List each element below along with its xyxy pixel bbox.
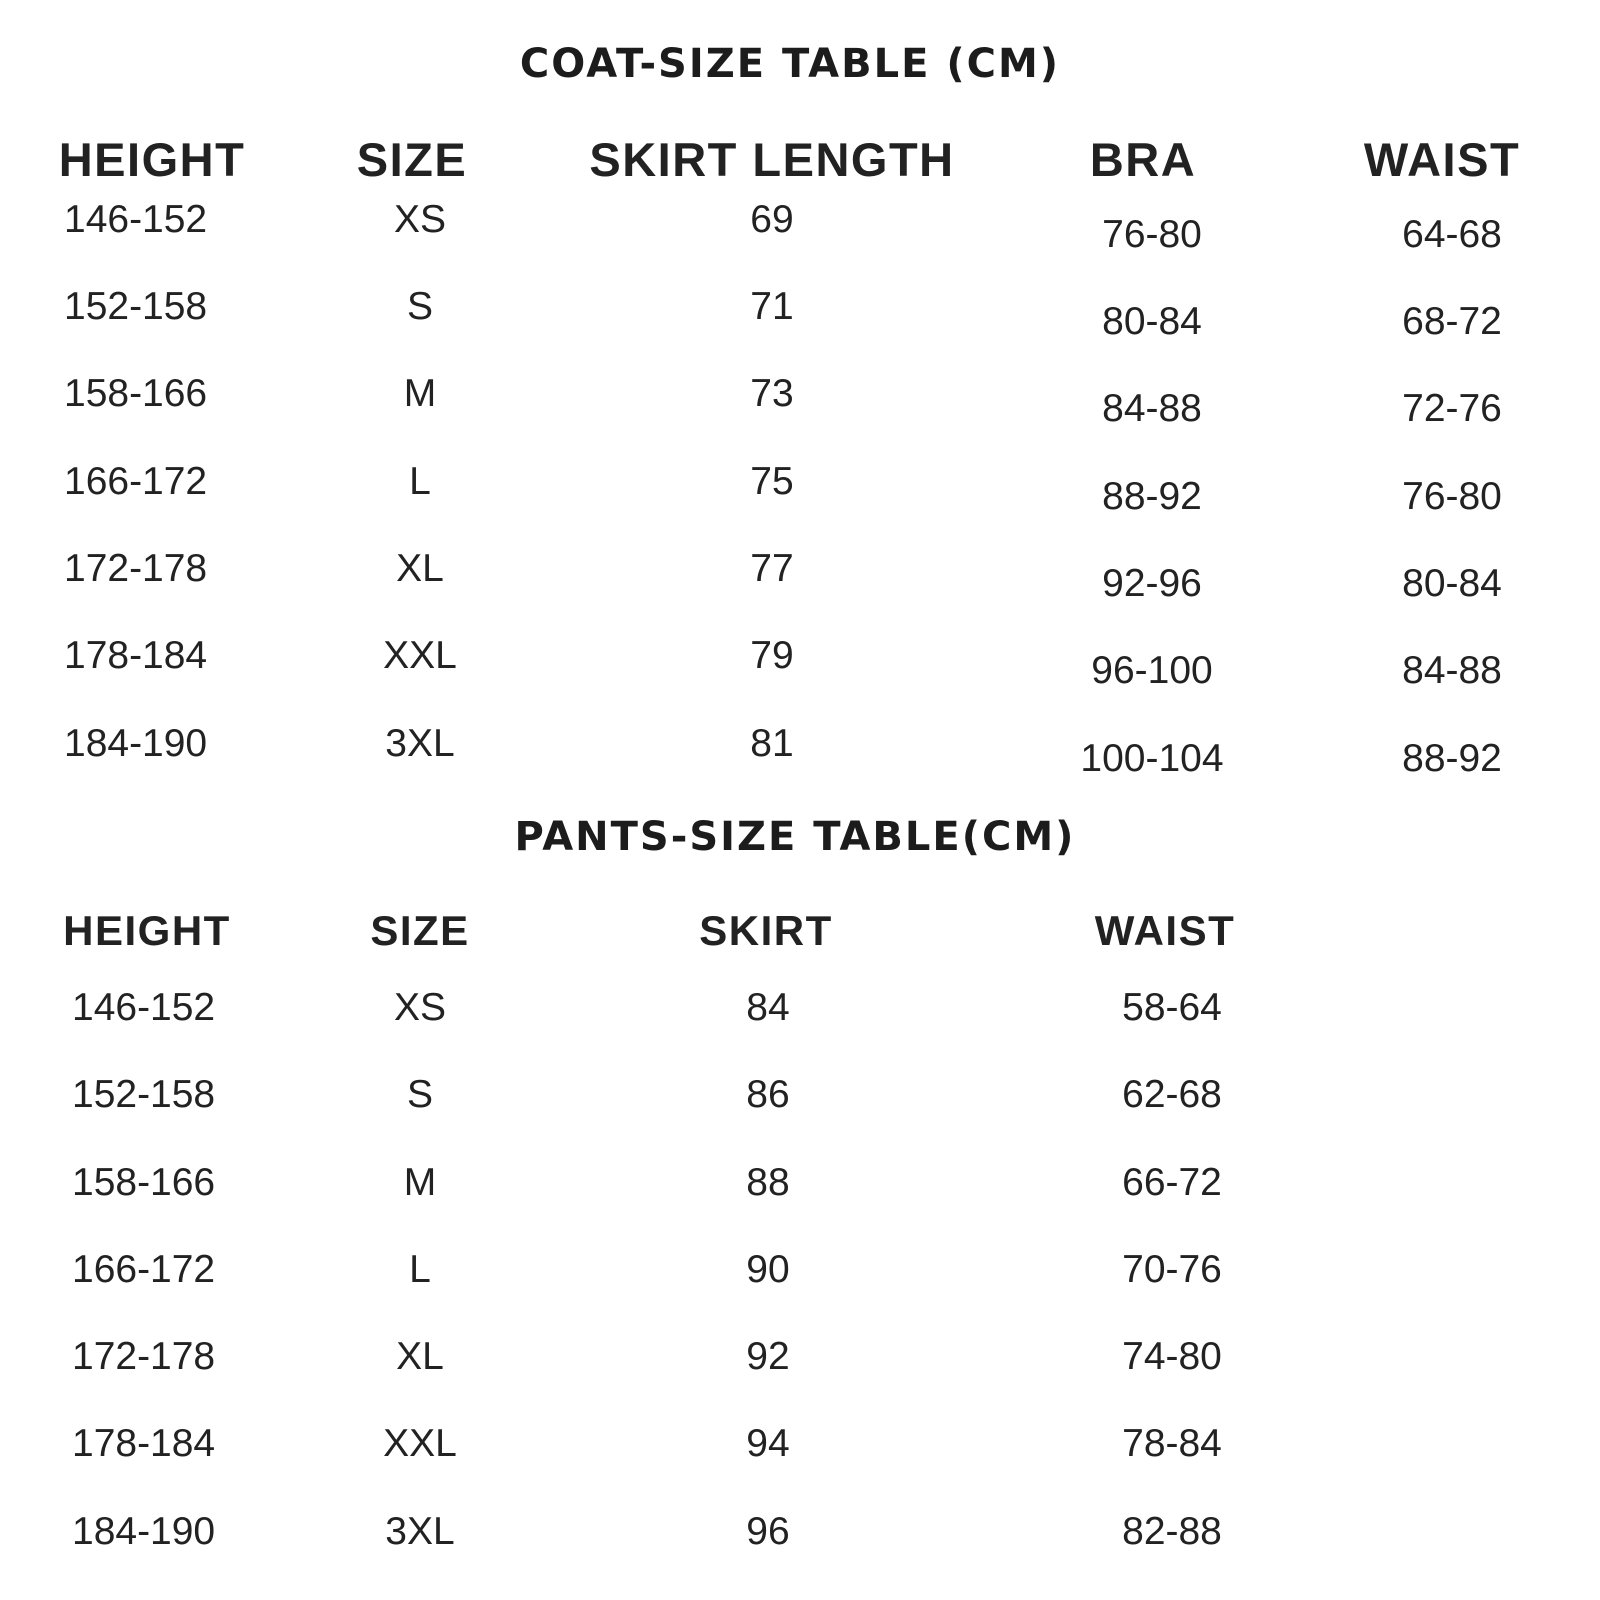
cell-size: 3XL (385, 1510, 455, 1553)
cell-skirt-length: 71 (750, 285, 794, 328)
cell-height: 158-166 (72, 1161, 216, 1204)
cell-height: 178-184 (64, 634, 208, 677)
column-header-height: HEIGHT (63, 907, 231, 954)
column-header-skirt-length: SKIRT LENGTH (589, 133, 955, 186)
cell-height: 158-166 (64, 372, 208, 415)
cell-skirt: 84 (746, 986, 790, 1029)
cell-skirt: 92 (746, 1335, 790, 1378)
cell-size: XL (396, 1335, 444, 1378)
cell-waist: 76-80 (1402, 475, 1502, 518)
cell-height: 184-190 (72, 1510, 216, 1553)
cell-size: XXL (383, 1422, 457, 1465)
cell-size: M (403, 372, 437, 415)
cell-bra: 80-84 (1102, 300, 1202, 343)
cell-height: 166-172 (72, 1248, 216, 1291)
cell-waist: 66-72 (1122, 1161, 1222, 1204)
cell-size: XXL (383, 634, 457, 677)
column-header-size: SIZE (370, 907, 470, 954)
cell-size: 3XL (385, 722, 455, 765)
coat-table-title: COAT-SIZE TABLE (CM) (519, 41, 1061, 87)
cell-skirt: 90 (746, 1248, 790, 1291)
cell-waist: 62-68 (1122, 1073, 1222, 1116)
cell-waist: 82-88 (1122, 1510, 1222, 1553)
cell-height: 172-178 (64, 547, 208, 590)
cell-size: S (406, 1073, 434, 1116)
cell-bra: 96-100 (1091, 649, 1213, 692)
column-header-height: HEIGHT (58, 133, 246, 186)
cell-waist: 58-64 (1122, 986, 1222, 1029)
cell-height: 172-178 (72, 1335, 216, 1378)
cell-size: XS (393, 198, 447, 241)
cell-waist: 72-76 (1402, 387, 1502, 430)
column-header-skirt: SKIRT (699, 907, 833, 954)
cell-skirt-length: 75 (750, 460, 794, 503)
column-header-bra: BRA (1089, 133, 1197, 186)
cell-skirt-length: 77 (750, 547, 794, 590)
cell-waist: 78-84 (1122, 1422, 1222, 1465)
cell-height: 152-158 (64, 285, 208, 328)
cell-waist: 70-76 (1122, 1248, 1222, 1291)
cell-height: 152-158 (72, 1073, 216, 1116)
cell-bra: 76-80 (1102, 213, 1202, 256)
cell-waist: 68-72 (1402, 300, 1502, 343)
cell-skirt-length: 69 (750, 198, 794, 241)
cell-bra: 88-92 (1102, 475, 1202, 518)
cell-bra: 92-96 (1102, 562, 1202, 605)
cell-bra: 84-88 (1102, 387, 1202, 430)
cell-height: 184-190 (64, 722, 208, 765)
cell-size: XL (396, 547, 444, 590)
column-header-waist: WAIST (1363, 133, 1521, 186)
cell-skirt-length: 79 (750, 634, 794, 677)
cell-bra: 100-104 (1080, 737, 1224, 780)
cell-waist: 88-92 (1402, 737, 1502, 780)
cell-size: L (409, 1248, 431, 1291)
cell-size: S (406, 285, 434, 328)
column-header-size: SIZE (356, 133, 468, 186)
cell-waist: 74-80 (1122, 1335, 1222, 1378)
cell-height: 146-152 (72, 986, 216, 1029)
cell-skirt-length: 81 (750, 722, 794, 765)
cell-waist: 84-88 (1402, 649, 1502, 692)
cell-skirt-length: 73 (750, 372, 794, 415)
cell-height: 166-172 (64, 460, 208, 503)
cell-height: 146-152 (64, 198, 208, 241)
cell-size: L (409, 460, 431, 503)
cell-skirt: 94 (746, 1422, 790, 1465)
pants-table-title: PANTS-SIZE TABLE(CM) (514, 814, 1076, 860)
cell-skirt: 96 (746, 1510, 790, 1553)
column-header-waist: WAIST (1094, 907, 1236, 954)
cell-height: 178-184 (72, 1422, 216, 1465)
cell-skirt: 86 (746, 1073, 790, 1116)
cell-size: XS (393, 986, 447, 1029)
cell-skirt: 88 (746, 1161, 790, 1204)
cell-size: M (403, 1161, 437, 1204)
cell-waist: 64-68 (1402, 213, 1502, 256)
cell-waist: 80-84 (1402, 562, 1502, 605)
